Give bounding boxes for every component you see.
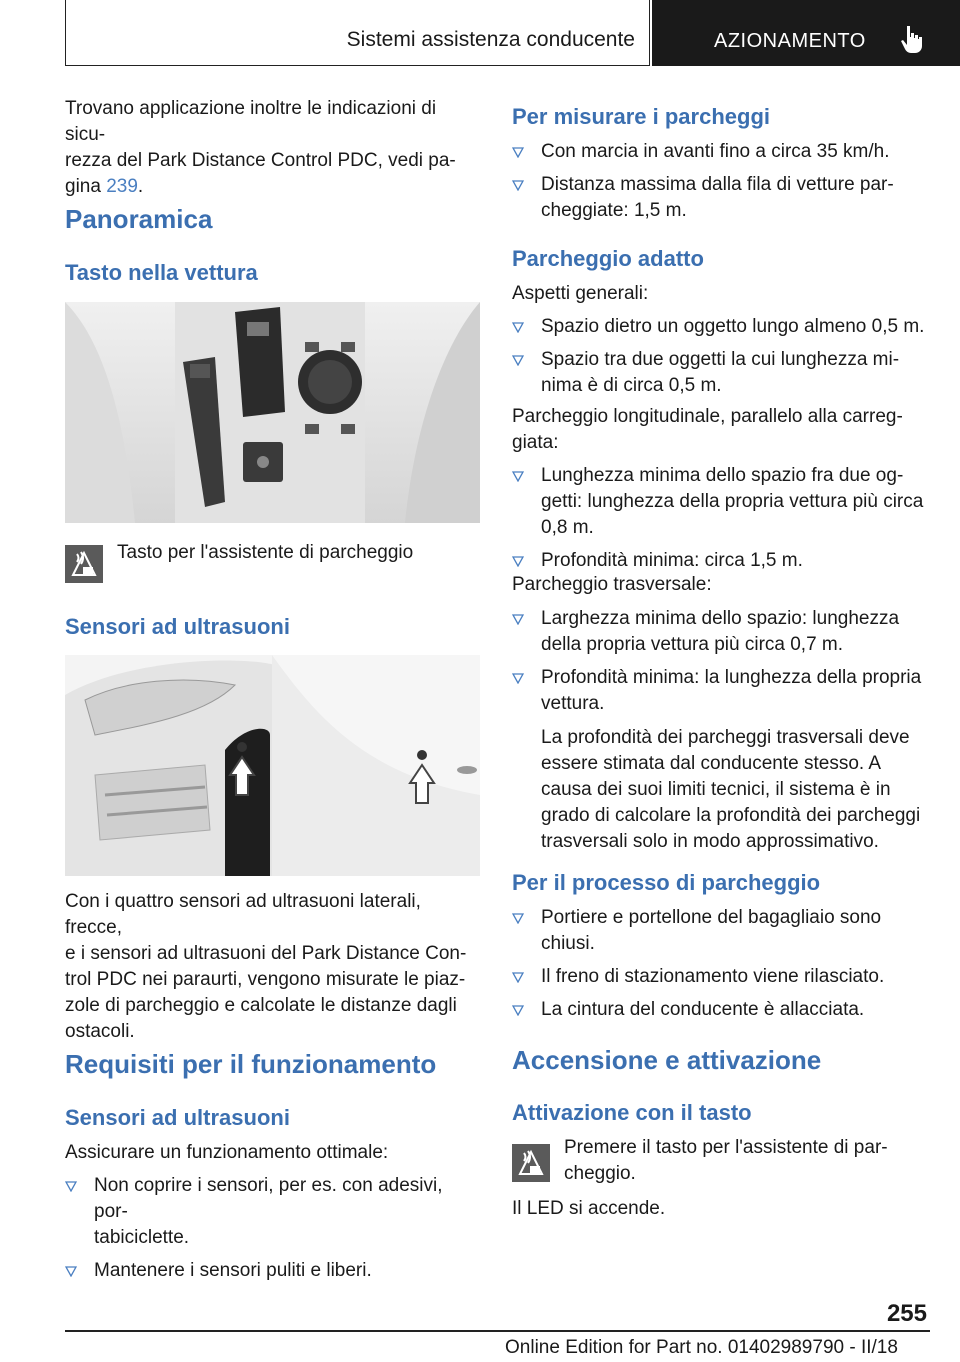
hand-pointer-icon xyxy=(899,24,925,54)
longitudinale-list xyxy=(512,463,932,574)
sensor-care-list xyxy=(65,1173,480,1284)
page-link[interactable]: 239 xyxy=(106,176,138,197)
list-item: Spazio tra due oggetti la cui lunghezza mi- nima è di circa 0,5 m. xyxy=(512,347,932,399)
list-item: La cintura del conducente è allacciata. xyxy=(512,997,932,1023)
page-number: 255 xyxy=(886,1300,927,1327)
heading-attivazione: Attivazione con il tasto xyxy=(512,1100,752,1125)
heading-accensione: Accensione e attivazione xyxy=(512,1045,822,1075)
page-header xyxy=(65,0,960,66)
heading-sensori-2: Sensori ad ultrasuoni xyxy=(65,1105,290,1130)
center-console-photo xyxy=(65,302,480,523)
footer-divider xyxy=(65,1330,930,1332)
aspetti-list xyxy=(512,314,932,399)
led-text: Il LED si accende. xyxy=(512,1198,666,1219)
heading-misurare: Per misurare i parcheggi xyxy=(512,104,770,129)
heading-adatto: Parcheggio adatto xyxy=(512,246,704,271)
assicurare-text: Assicurare un funzionamento ottimale: xyxy=(65,1142,389,1163)
list-item: Mantenere i sensori puliti e liberi. xyxy=(65,1258,480,1284)
list-item: Non coprire i sensori, per es. con adesivi, por- tabiciclette. xyxy=(65,1173,480,1251)
list-item: Profondità minima: circa 1,5 m. xyxy=(512,548,932,574)
aspetti-text: Aspetti generali: xyxy=(512,283,649,304)
list-item: Larghezza minima dello spazio: lunghezza della propria vettura più circa 0,7 m. xyxy=(512,606,932,658)
chapter-header xyxy=(652,0,960,66)
heading-tasto: Tasto nella vettura xyxy=(65,260,258,285)
intro-line: rezza del Park Distance Control PDC, vedi pa- xyxy=(65,150,456,171)
trasversale-note: La profondità dei parcheggi trasversali deve essere stimata dal conducente stesso. A causa dei suoi limiti tecnici, il sistema è in grado di calcolare la profondità dei parcheggi trasversali solo in modo approssimativo. xyxy=(541,727,921,852)
heading-requisiti: Requisiti per il funzionamento xyxy=(65,1049,437,1079)
section-title: Sistemi assistenza conducente xyxy=(346,28,635,51)
parking-assistant-button-icon xyxy=(65,545,103,583)
longitudinale-text: Parcheggio longitudinale, parallelo alla carreg- giata: xyxy=(512,406,903,453)
list-item: Distanza massima dalla fila di vetture par- cheggiate: 1,5 m. xyxy=(512,172,932,224)
list-item: Portiere e portellone del bagagliaio sono chiusi. xyxy=(512,905,932,957)
chapter-title: AZIONAMENTO xyxy=(714,30,866,52)
processo-list xyxy=(512,905,932,1023)
section-header xyxy=(65,0,650,66)
intro-line: gina 239. xyxy=(65,176,144,197)
intro-line: Trovano applicazione inoltre le indicazioni di sicu- xyxy=(65,98,437,145)
sensor-paragraph: Con i quattro sensori ad ultrasuoni laterali, frecce, e i sensori ad ultrasuoni del Park Distance Con- trol PDC nei paraurti, vengono misurate le piaz- zole di parcheggio e calcolate le distanze dagli ostacoli. xyxy=(65,891,467,1042)
list-item: Lunghezza minima dello spazio fra due og- getti: lunghezza della propria vettura più circa 0,8 m. xyxy=(512,463,932,541)
list-item: Profondità minima: la lunghezza della propria vettura. La profondità dei parcheggi trasversali deve essere stimata dal conducente stesso. A causa dei suoi limiti tecnici, il sistema è in grado di calcolare la profondità dei parcheggi trasversali solo in modo approssimativo. xyxy=(512,665,932,855)
button-caption: Tasto per l'assistente di parcheggio xyxy=(117,542,414,563)
misurare-list xyxy=(512,139,932,224)
parking-assistant-button-icon xyxy=(512,1144,550,1182)
trasversale-text: Parcheggio trasversale: xyxy=(512,574,712,595)
premere-text: Premere il tasto per l'assistente di par- cheggio. xyxy=(564,1137,888,1184)
heading-panoramica: Panoramica xyxy=(65,204,213,234)
trasversale-list xyxy=(512,606,932,855)
list-item: Con marcia in avanti fino a circa 35 km/h. xyxy=(512,139,932,165)
edition-text: Online Edition for Part no. 01402989790 - II/18 xyxy=(505,1337,898,1358)
ultrasonic-sensors-photo xyxy=(65,655,480,876)
list-item: Il freno di stazionamento viene rilasciato. xyxy=(512,964,932,990)
list-item: Spazio dietro un oggetto lungo almeno 0,5 m. xyxy=(512,314,932,340)
heading-sensori: Sensori ad ultrasuoni xyxy=(65,614,290,639)
heading-processo: Per il processo di parcheggio xyxy=(512,870,821,895)
